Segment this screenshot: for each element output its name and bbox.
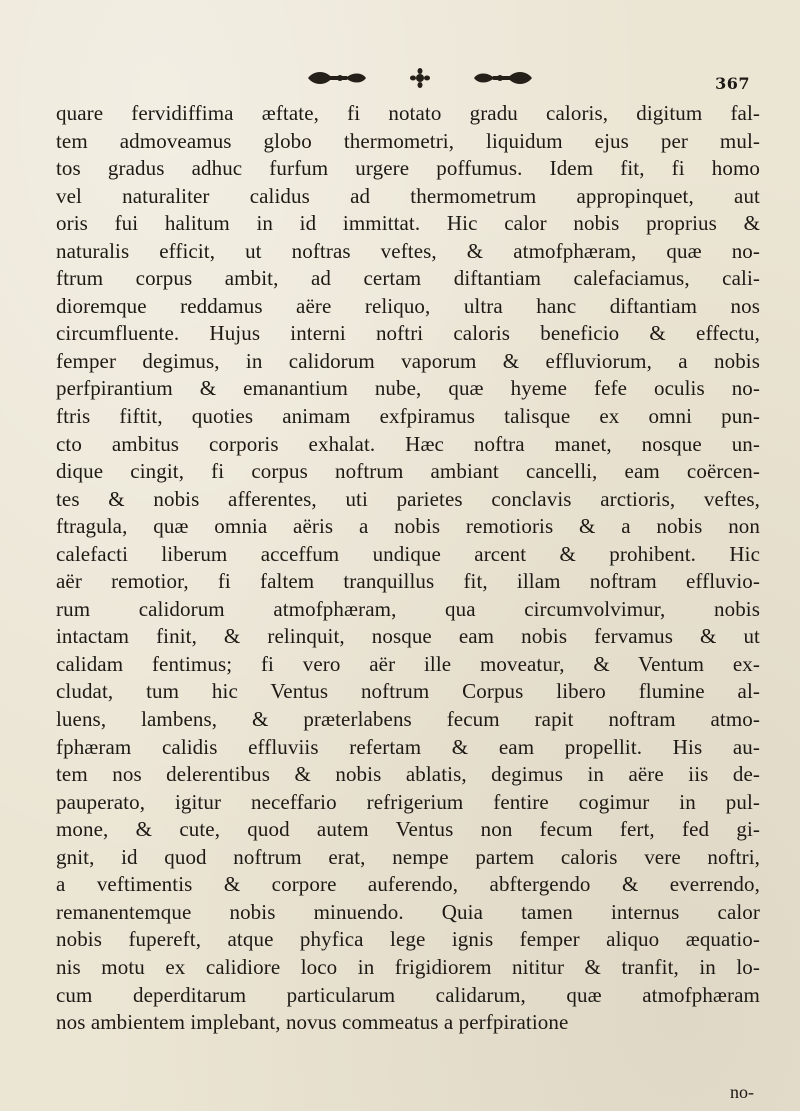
text-line: oris fui halitum in id immittat. Hic calor nobis proprius & [56,211,760,236]
text-line: calefacti liberum acceffum undique arcent & prohibent. Hic [56,541,760,566]
text-line: nos ambientem implebant, novus commeatus a perfpiratione [56,1010,569,1035]
text-line: circumfluente. Hujus interni noftri caloris beneficio & effectu, [56,321,760,346]
text-line: ftrum corpus ambit, ad certam diftantiam calefaciamus, cali- [56,266,760,291]
text-line: tes & nobis afferentes, uti parietes conclavis arctioris, veftes, [56,486,760,511]
page-header [0,64,800,94]
text-line: tos gradus adhuc furfum urgere poffumus. Idem fit, fi homo [56,156,760,181]
text-line: dique cingit, fi corpus noftrum ambiant cancelli, eam coërcen- [56,459,760,484]
text-line: rum calidorum atmofphæram, qua circumvolvimur, nobis [56,596,760,621]
page-number: 367 [715,74,750,93]
text-line: vel naturaliter calidus ad thermometrum appropinquet, aut [56,183,760,208]
text-line: mone, & cute, quod autem Ventus non fecum fert, fed gi- [56,817,760,842]
text-line: cludat, tum hic Ventus noftrum Corpus libero flumine al- [56,679,760,704]
text-line: nis motu ex calidiore loco in frigidiorem nititur & tranfit, in lo- [56,954,760,979]
text-line: tem nos delerentibus & nobis ablatis, degimus in aëre iis de- [56,762,760,787]
text-line: calidam fentimus; fi vero aër ille moveatur, & Ventum ex- [56,651,760,676]
printers-fleuron-ornament-icon [300,68,540,88]
text-line: fphæram calidis effluviis refertam & eam propellit. His au- [56,734,760,759]
text-line: gnit, id quod noftrum erat, nempe partem caloris vere noftri, [56,844,760,869]
text-line: aër remotior, fi faltem tranquillus fit, illam noftram effluvio- [56,569,760,594]
text-line: remanentemque nobis minuendo. Quia tamen internus calor [56,899,760,924]
catchword: no- [730,1082,754,1102]
body-text [56,100,760,1100]
text-line: a veftimentis & corpore auferendo, abftergendo & everrendo, [56,872,760,897]
text-line: luens, lambens, & præterlabens fecum rapit noftram atmo- [56,707,760,732]
text-line: cto ambitus corporis exhalat. Hæc noftra manet, nosque un- [56,431,760,456]
text-line: quare fervidiffima æftate, fi notato gradu caloris, digitum fal- [56,101,760,125]
text-line: femper degimus, in calidorum vaporum & effluviorum, a nobis [56,348,760,373]
text-line: dioremque reddamus aëre reliquo, ultra hanc diftantiam nos [56,293,760,318]
text-line: intactam finit, & relinquit, nosque eam nobis fervamus & ut [56,624,760,649]
text-line: cum deperditarum particularum calidarum, quæ atmofphæram [56,982,760,1007]
text-line: ftris fiftit, quoties animam exfpiramus talisque ex omni pun- [56,404,760,429]
text-line: nobis fupereft, atque phyfica lege ignis femper aliquo æquatio- [56,927,760,952]
text-line: perfpirantium & emanantium nube, quæ hyeme fefe oculis no- [56,376,760,401]
text-line: ftragula, quæ omnia aëris a nobis remotioris & a nobis non [56,514,760,539]
text-line: naturalis efficit, ut noftras veftes, & atmofphæram, quæ no- [56,238,760,263]
text-line: pauperato, igitur neceffario refrigerium fentire cogimur in pul- [56,789,760,814]
text-line: tem admoveamus globo thermometri, liquidum ejus per mul- [56,128,760,153]
